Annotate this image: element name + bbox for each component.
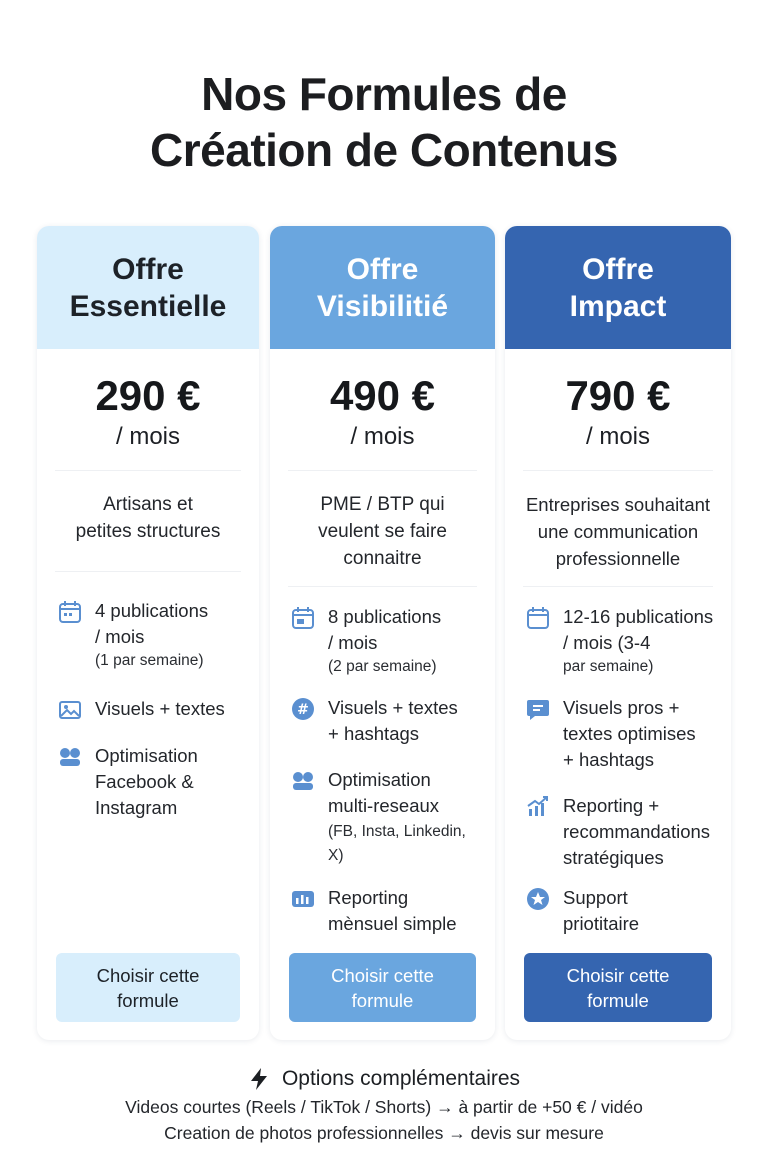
page-title-line1: Nos Formules de (201, 68, 567, 120)
feature-line2: + hashtags (328, 723, 420, 744)
choose-plan-button[interactable] (524, 953, 712, 1022)
options-section (0, 1064, 768, 1146)
feature-visuals (57, 696, 251, 723)
plan-name-line2: Essentielle (69, 289, 227, 323)
feature-line2: mènsuel simple (328, 913, 457, 934)
audience-line2: veulent se faire (318, 521, 447, 542)
price-amount: 490 € (329, 372, 436, 419)
options-title: Options complémentaires (281, 1067, 521, 1090)
plan-header (505, 226, 731, 349)
star-badge-icon (525, 886, 551, 912)
divider (523, 470, 713, 471)
feature-line1: 8 publications (328, 606, 442, 627)
cta-line1: Choisir cette (331, 964, 434, 986)
options-heading (0, 1064, 768, 1094)
price-amount: 790 € (565, 372, 671, 419)
feature-line2: Facebook & (95, 771, 194, 792)
feature-note: (FB, Insta, Linkedin, (328, 823, 466, 840)
cta-line1: Choisir cette (96, 964, 200, 986)
plan-price (37, 372, 259, 454)
calendar-icon (525, 605, 551, 631)
feature-line3: stratégiques (563, 847, 664, 868)
feature-line1: Support (563, 887, 628, 908)
feature-line2: textes optimises (563, 723, 696, 744)
cta-line1: Choisir cette (566, 964, 670, 986)
feature-line2: / mois (95, 626, 145, 647)
audience-line1: PME / BTP qui (320, 494, 445, 515)
feature-line3: + hashtags (563, 749, 655, 770)
feature-line3: Instagram (95, 797, 178, 818)
price-period: / mois (585, 423, 650, 450)
audience-line1: Entreprises souhaitant (525, 494, 711, 515)
feature-optimisation (290, 767, 487, 867)
feature-support (525, 885, 723, 937)
svg-text:#: # (297, 702, 309, 718)
feature-line1: Visuels + textes (328, 697, 458, 718)
option-photos: Creation de photos professionnelles → devis sur mesure (164, 1123, 604, 1143)
cta-line2: formule (117, 989, 179, 1011)
feature-line2: / mois (328, 632, 378, 653)
feature-reporting (525, 793, 723, 871)
option-video: Videos courtes (Reels / TikTok / Shorts) → à partir de +50 € / vidéo (125, 1097, 643, 1117)
feature-line1: 12-16 publications (563, 606, 714, 627)
feature-visuals-hashtags (290, 695, 487, 747)
calendar-icon (57, 599, 83, 625)
feature-line1: Reporting (328, 887, 409, 908)
plan-name-line1: Offre (582, 252, 654, 286)
page-title (0, 66, 768, 178)
feature-line2: multi-reseaux (328, 795, 440, 816)
feature-visuals-pros (525, 695, 723, 773)
feature-note: (1 par semaine) (95, 652, 204, 669)
plan-audience (513, 491, 723, 572)
users-icon (57, 744, 83, 770)
price-period: / mois (350, 423, 415, 450)
calendar-icon (290, 605, 316, 631)
divider (55, 470, 241, 471)
hashtag-icon (290, 696, 316, 722)
feature-publications (525, 604, 723, 678)
plan-card-impact (505, 226, 731, 1040)
audience-line1: Artisans et (103, 494, 193, 515)
feature-line1: Reporting + (563, 795, 660, 816)
bar-chart-icon (290, 886, 316, 912)
feature-note: par semaine) (563, 658, 654, 675)
feature-line1: Visuels pros + (563, 697, 680, 718)
feature-line1: Optimisation (328, 769, 431, 790)
image-icon (57, 697, 83, 723)
audience-line3: connaitre (343, 548, 422, 569)
audience-line2: petites structures (75, 521, 221, 542)
feature-line1: Optimisation (95, 745, 198, 766)
plan-name-line2: Impact (569, 289, 667, 323)
feature-publications (57, 598, 251, 672)
divider (523, 586, 713, 587)
feature-optimisation (57, 743, 251, 821)
divider (55, 571, 241, 572)
plan-header (37, 226, 259, 349)
feature-line2: priotitaire (563, 913, 640, 934)
plan-name-line1: Offre (346, 252, 419, 286)
feature-publications (290, 604, 487, 678)
lightning-icon (248, 1067, 270, 1091)
feature-line1: 4 publications (95, 600, 209, 621)
plan-name-line2: Visibilitié (316, 289, 449, 323)
plan-price (505, 372, 731, 454)
plan-audience (278, 491, 487, 572)
divider (288, 586, 477, 587)
feature-note: (2 par semaine) (328, 658, 437, 675)
trend-chart-icon (525, 794, 551, 820)
plan-header (270, 226, 495, 349)
plan-name-line1: Offre (112, 252, 184, 286)
plan-card-visibilite (270, 226, 495, 1040)
audience-line2: une communication (537, 521, 699, 542)
choose-plan-button[interactable] (289, 953, 476, 1022)
cta-line2: formule (587, 989, 649, 1011)
feature-line1: Visuels + textes (95, 698, 225, 719)
plan-price (270, 372, 495, 454)
feature-reporting (290, 885, 487, 937)
cta-line2: formule (351, 989, 414, 1011)
price-period: / mois (115, 423, 180, 450)
feature-line2: recommandations (563, 821, 711, 842)
audience-line3: professionnelle (555, 548, 681, 569)
choose-plan-button[interactable] (56, 953, 240, 1022)
page-title-line2: Création de Contenus (150, 124, 618, 176)
plan-audience (45, 491, 251, 545)
price-amount: 290 € (95, 372, 201, 419)
feature-line2: / mois (3-4 (563, 632, 651, 653)
feature-note2: X) (328, 847, 344, 864)
users-icon (290, 768, 316, 794)
plan-card-essentielle (37, 226, 259, 1040)
chat-icon (525, 696, 551, 722)
divider (288, 470, 477, 471)
